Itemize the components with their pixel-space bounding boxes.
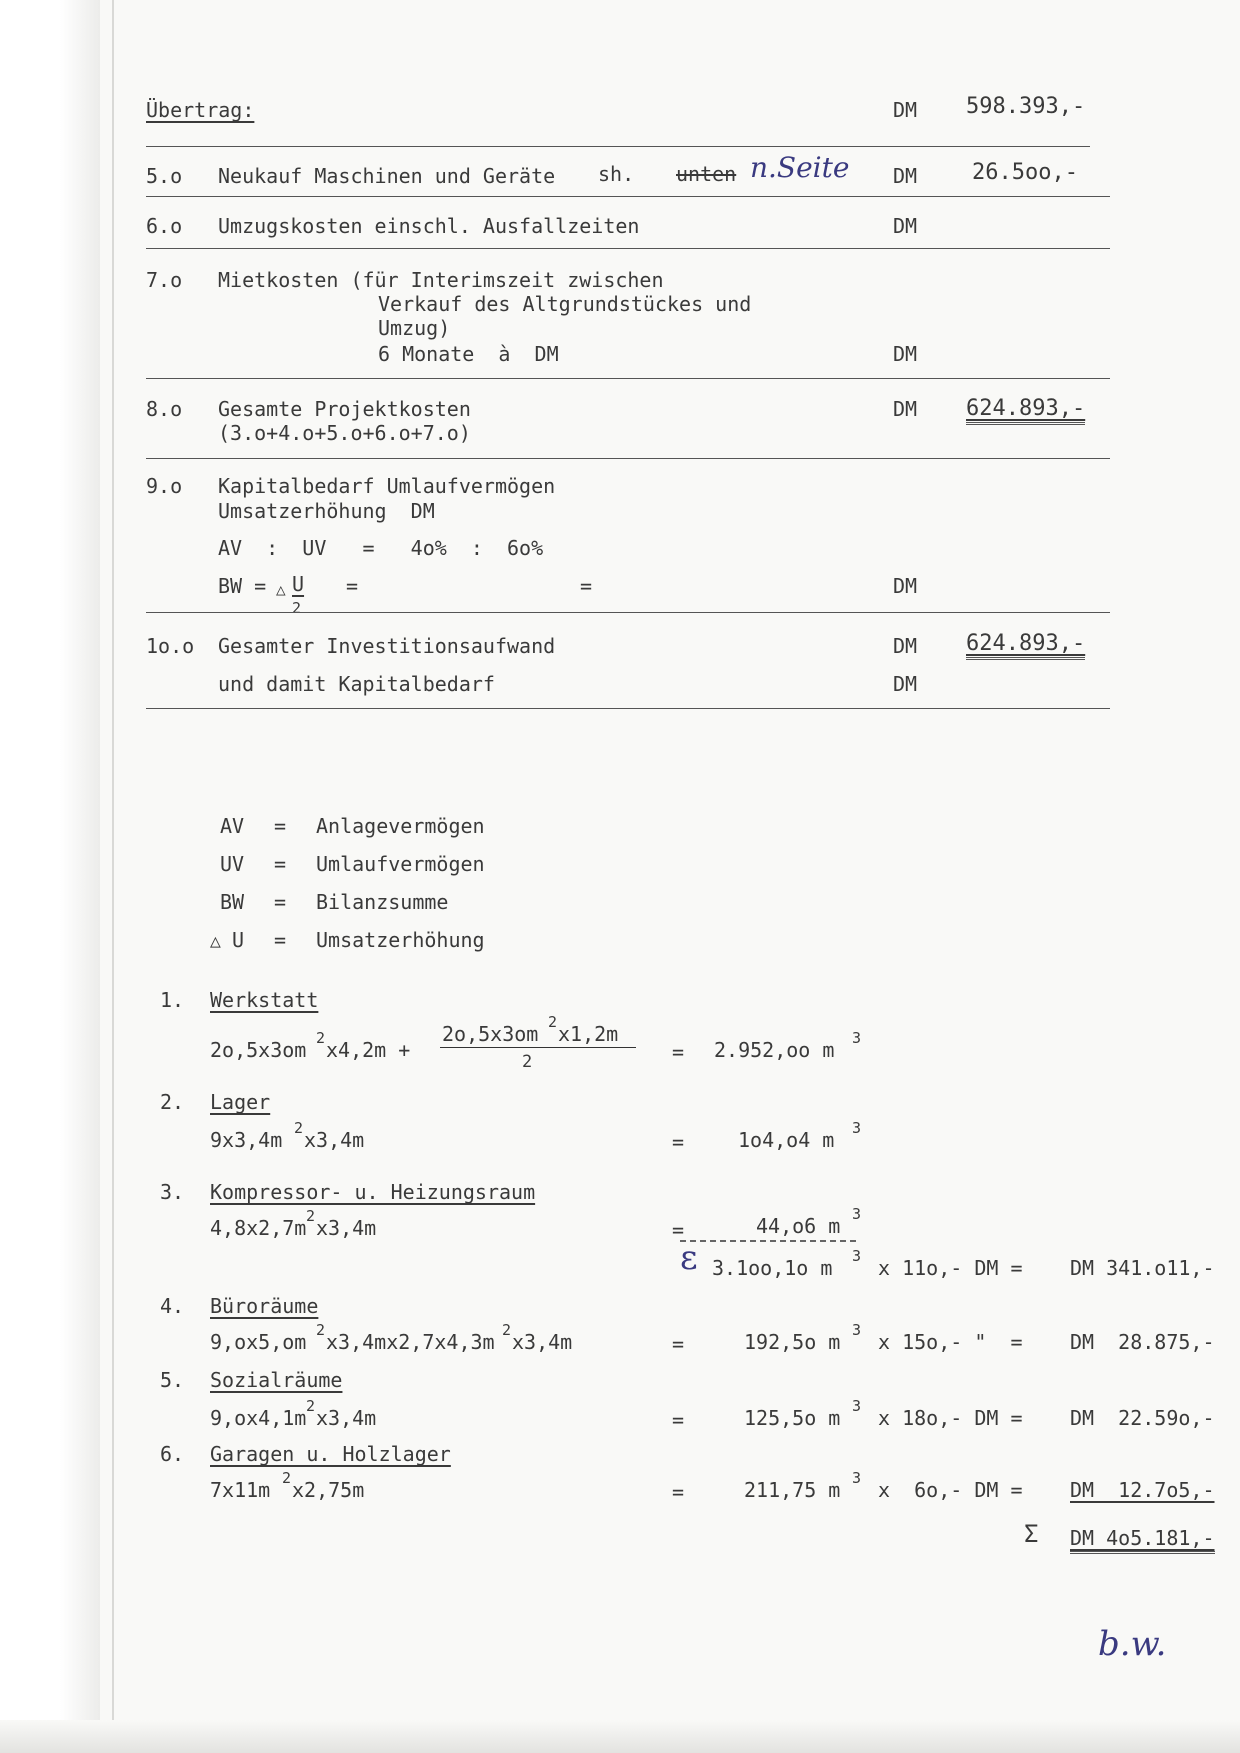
room-title: Kompressor- u. Heizungsraum	[210, 1180, 536, 1204]
grand-total: DM 4o5.181,-	[1070, 1526, 1215, 1554]
room-title: Werkstatt	[210, 988, 319, 1012]
exponent: 2	[316, 1029, 326, 1047]
room-calc: x2,75m	[292, 1478, 365, 1502]
room-calc: x3,4mx2,7x4,3m	[326, 1330, 495, 1354]
equals-sign: =	[672, 1130, 685, 1154]
sum-line	[680, 1240, 856, 1242]
exponent: 2	[502, 1321, 512, 1339]
room-number: 5.	[160, 1368, 185, 1392]
room-calc: 9,ox4,1m	[210, 1406, 307, 1430]
room-multiplier: x 15o,- " =	[878, 1330, 1023, 1354]
room-title: Lager	[210, 1090, 271, 1114]
item-text-line: Verkauf des Altgrundstückes und	[378, 292, 752, 316]
item-text-line: Kapitalbedarf Umlaufvermögen	[218, 474, 556, 498]
item-number: 6.o	[146, 214, 183, 238]
room-number: 1.	[160, 988, 185, 1012]
divider	[146, 458, 1110, 459]
subtotal-value: 3.1oo,1o m	[712, 1256, 833, 1280]
item-currency: DM	[893, 214, 918, 238]
uebertrag-label: Übertrag:	[146, 98, 255, 122]
delta-icon: △	[210, 931, 221, 952]
legend-eq: =	[274, 928, 287, 952]
room-calc: 2o,5x3om	[210, 1038, 307, 1062]
item-number: 1o.o	[146, 634, 195, 658]
legend-meaning: Umsatzerhöhung	[316, 928, 485, 952]
legend-meaning: Umlaufvermögen	[316, 852, 485, 876]
room-number: 4.	[160, 1294, 185, 1318]
total-amount: 624.893,-	[966, 397, 1085, 425]
room-title: Sozialräume	[210, 1368, 343, 1392]
exponent: 3	[852, 1247, 862, 1265]
item-text-line: Mietkosten (für Interimszeit zwischen	[218, 268, 664, 292]
legend-eq: =	[274, 814, 287, 838]
room-calc: 7x11m	[210, 1478, 271, 1502]
divider	[146, 146, 1090, 147]
room-number: 2.	[160, 1090, 185, 1114]
item-number: 8.o	[146, 397, 183, 421]
struck-word: unten	[676, 162, 737, 186]
fraction-numerator: 2o,5x3om	[442, 1022, 539, 1046]
exponent: 2	[548, 1013, 558, 1031]
room-calc: x3,4m	[512, 1330, 573, 1354]
divider	[146, 378, 1110, 379]
exponent: 3	[852, 1469, 862, 1487]
sum-icon: ε	[680, 1238, 698, 1278]
scan-margin-shadow	[0, 0, 100, 1753]
item-number: 7.o	[146, 268, 183, 292]
divider	[146, 708, 1110, 709]
legend-abbr: AV	[220, 814, 245, 838]
fraction-bar	[440, 1047, 636, 1048]
equals-sign: =	[672, 1480, 685, 1504]
exponent: 3	[852, 1119, 862, 1137]
room-calc: 4,8x2,7m	[210, 1216, 307, 1240]
item-text-line: Umsatzerhöhung DM	[218, 499, 435, 523]
item-text-line: Gesamter Investitionsaufwand	[218, 634, 556, 658]
legend-meaning: Anlagevermögen	[316, 814, 485, 838]
room-calc: x3,4m	[316, 1216, 377, 1240]
handwritten-signature: b.w.	[1098, 1624, 1167, 1664]
legend-eq: =	[274, 852, 287, 876]
room-calc: x3,4m	[316, 1406, 377, 1430]
divider	[146, 248, 1110, 249]
bw-label: BW =	[218, 574, 267, 598]
exponent: 3	[852, 1397, 862, 1415]
item-text: Umzugskosten einschl. Ausfallzeiten	[218, 214, 640, 238]
uebertrag-amount: 598.393,-	[966, 94, 1086, 119]
legend-abbr: U	[232, 928, 245, 952]
subtotal-multiplier: x 11o,- DM =	[878, 1256, 1023, 1280]
scan-bottom-shadow	[0, 1720, 1240, 1753]
exponent: 3	[852, 1321, 862, 1339]
ratio-line: AV : UV = 4o% : 6o%	[218, 536, 544, 560]
uebertrag-currency: DM	[893, 98, 918, 122]
item-currency: DM	[893, 397, 918, 421]
divider	[146, 196, 1110, 197]
room-value: 211,75 m	[744, 1478, 841, 1502]
fraction-numerator: x1,2m	[558, 1022, 619, 1046]
item-currency: DM	[893, 342, 918, 366]
equals-sign: =	[672, 1040, 685, 1064]
legend-meaning: Bilanzsumme	[316, 890, 449, 914]
item-currency: DM	[893, 164, 918, 188]
room-amount: DM 12.7o5,-	[1070, 1478, 1215, 1502]
room-result: 44,o6 m	[756, 1214, 841, 1238]
item-text-line: Gesamte Projektkosten	[218, 397, 471, 421]
exponent: 3	[852, 1029, 862, 1047]
exponent: 2	[306, 1397, 316, 1415]
exponent: 2	[294, 1119, 304, 1137]
sigma-icon: Σ	[1024, 1520, 1039, 1548]
room-calc: 9x3,4m	[210, 1128, 283, 1152]
room-value: 125,5o m	[744, 1406, 841, 1430]
item-text-line: (3.o+4.o+5.o+6.o+7.o)	[218, 421, 471, 445]
equals-sign: =	[672, 1332, 685, 1356]
room-value: 192,5o m	[744, 1330, 841, 1354]
room-amount: DM 22.59o,-	[1070, 1406, 1215, 1430]
item-text: Neukauf Maschinen und Geräte	[218, 164, 556, 188]
item-text-line: Umzug)	[378, 316, 451, 340]
item-text-line: und damit Kapitalbedarf	[218, 672, 495, 696]
delta-u: U	[292, 572, 305, 596]
exponent: 2	[282, 1469, 292, 1487]
room-calc: x4,2m +	[326, 1038, 411, 1062]
page-edge	[112, 0, 114, 1753]
divider	[146, 612, 1110, 613]
item-sh: sh.	[598, 162, 635, 186]
exponent: 2	[316, 1321, 326, 1339]
room-multiplier: x 18o,- DM =	[878, 1406, 1023, 1430]
item-number: 5.o	[146, 164, 183, 188]
exponent: 3	[852, 1205, 862, 1223]
room-result: 1o4,o4 m	[738, 1128, 835, 1152]
room-number: 6.	[160, 1442, 185, 1466]
item-currency: DM	[893, 574, 918, 598]
item-amount: 26.5oo,-	[972, 160, 1078, 185]
equals-sign: =	[346, 574, 359, 598]
room-title: Büroräume	[210, 1294, 319, 1318]
room-multiplier: x 6o,- DM =	[878, 1478, 1023, 1502]
item-text-line: 6 Monate à DM	[378, 342, 559, 366]
room-number: 3.	[160, 1180, 185, 1204]
room-title: Garagen u. Holzlager	[210, 1442, 451, 1466]
total-amount: 624.893,-	[966, 632, 1085, 660]
divisor: 2	[292, 599, 302, 617]
item-number: 9.o	[146, 474, 183, 498]
room-result: 2.952,oo m	[714, 1038, 835, 1062]
equals-sign: =	[672, 1218, 685, 1242]
delta-icon: △	[276, 580, 286, 599]
item-currency: DM	[893, 672, 918, 696]
room-amount: DM 28.875,-	[1070, 1330, 1215, 1354]
item-currency: DM	[893, 634, 918, 658]
subtotal-amount: DM 341.o11,-	[1070, 1256, 1215, 1280]
legend-abbr: BW	[220, 890, 245, 914]
equals-sign: =	[672, 1408, 685, 1432]
legend-eq: =	[274, 890, 287, 914]
exponent: 2	[306, 1207, 316, 1225]
legend-abbr: UV	[220, 852, 245, 876]
room-calc: x3,4m	[304, 1128, 365, 1152]
room-calc: 9,ox5,om	[210, 1330, 307, 1354]
equals-sign: =	[580, 574, 593, 598]
fraction-denominator: 2	[522, 1052, 533, 1072]
handwritten-note: n.Seite	[750, 151, 850, 184]
